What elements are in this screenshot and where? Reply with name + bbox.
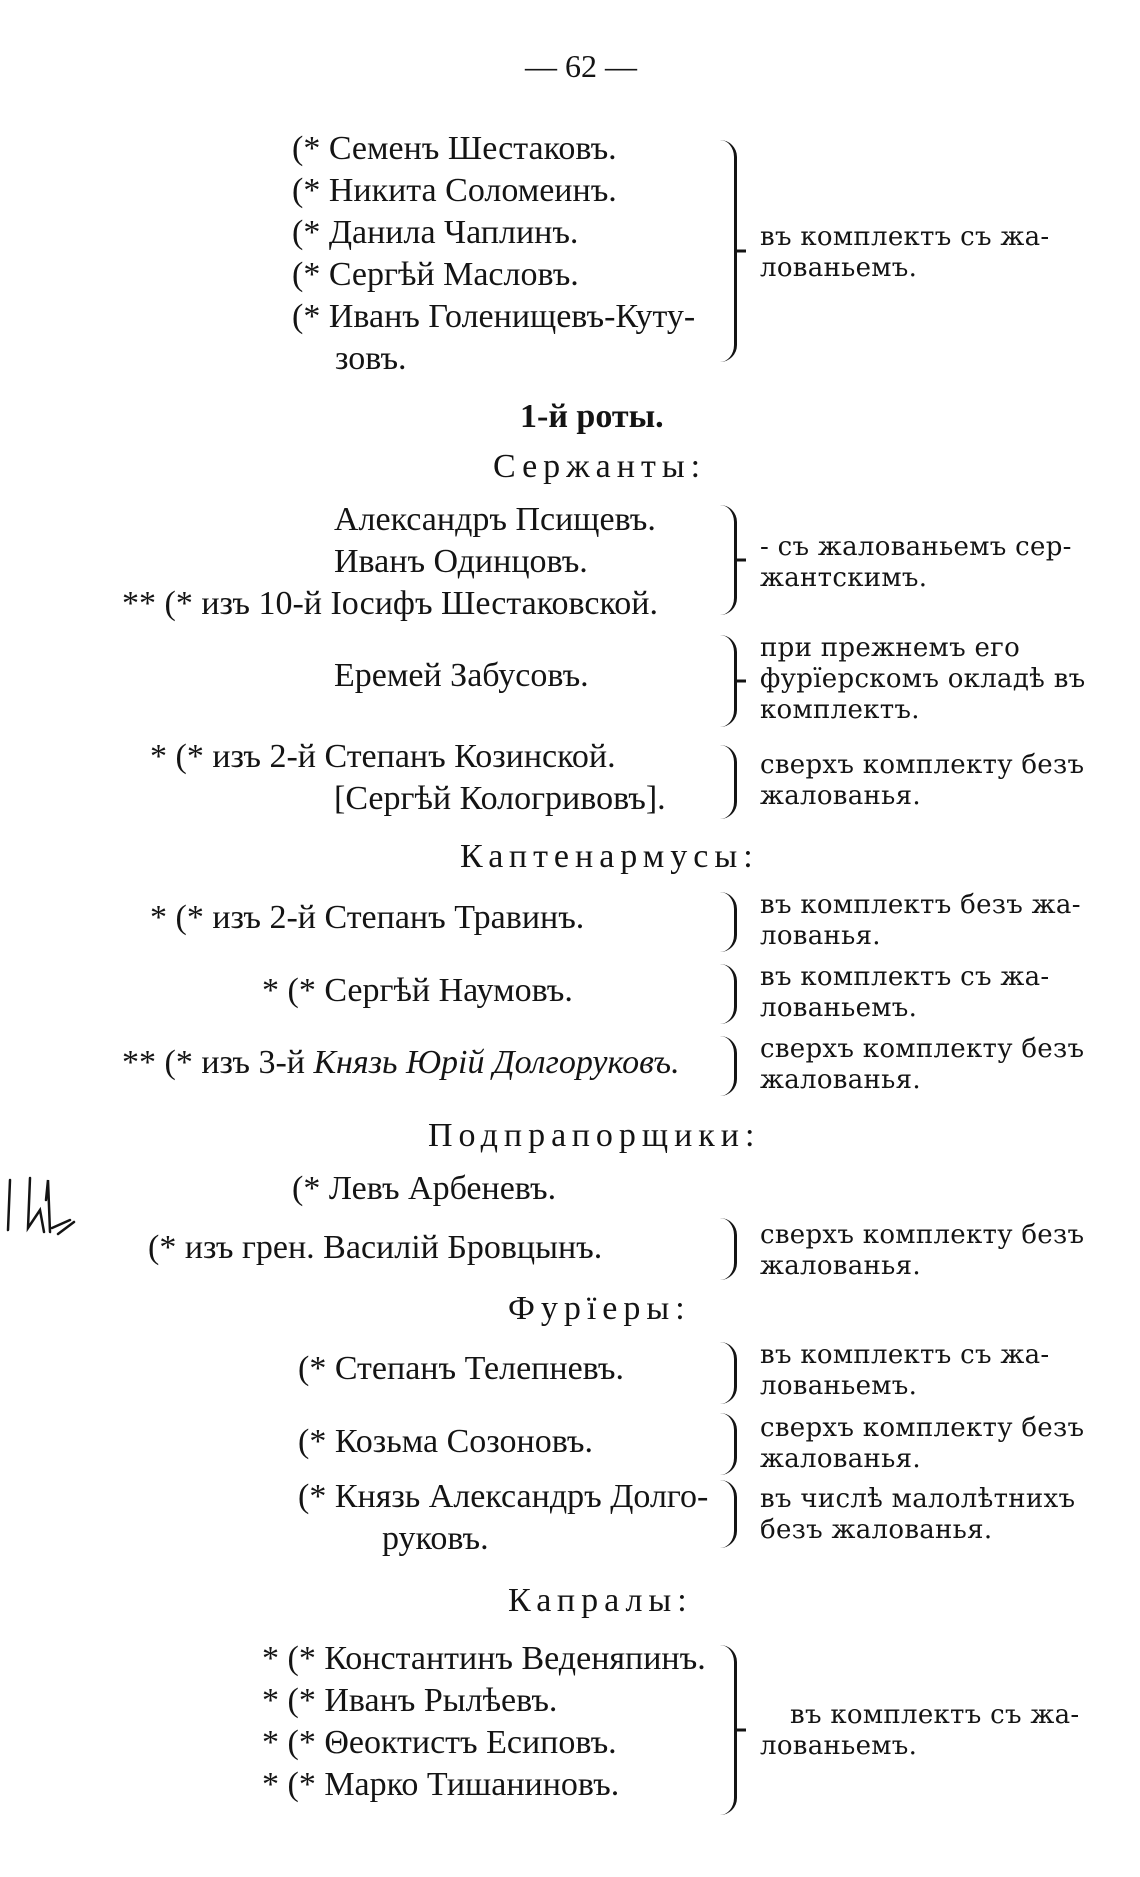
- name-line: руковъ.: [382, 1520, 489, 1557]
- name-line: (* Степанъ Телепневъ.: [298, 1350, 624, 1387]
- note-line: жалованья.: [760, 1444, 921, 1474]
- note-line: въ комплектъ съ жа-: [760, 1340, 1050, 1370]
- name-line: (* Козьма Созоновъ.: [298, 1423, 594, 1460]
- bracket: [720, 964, 737, 1024]
- note-line: сверхъ комплекту безъ: [760, 1413, 1085, 1443]
- name-line: * (* изъ 2-й Степанъ Травинъ.: [150, 899, 585, 936]
- name-line: зовъ.: [335, 340, 407, 377]
- note-line: безъ жалованья.: [760, 1515, 993, 1545]
- name-line: Иванъ Одинцовъ.: [334, 543, 588, 580]
- note-line: сверхъ комплекту безъ: [760, 1220, 1085, 1250]
- section-heading-furiery: Фурїеры:: [508, 1290, 691, 1327]
- name-line: (* Никита Соломеинъ.: [292, 172, 617, 209]
- bracket: [720, 1218, 737, 1280]
- section-heading-sergeants: Сержанты:: [493, 448, 707, 485]
- note-line: жалованья.: [760, 781, 921, 811]
- company-title: 1-й роты.: [520, 398, 664, 435]
- note-line: лованьемъ.: [760, 1731, 918, 1761]
- italic-name: Князь Юрій Долгоруковъ.: [313, 1044, 680, 1081]
- note-line: сверхъ комплекту безъ: [760, 1034, 1085, 1064]
- bracket: [720, 1480, 737, 1548]
- name-line: (* Данила Чаплинъ.: [292, 214, 579, 251]
- bracket: [720, 745, 737, 819]
- name-line: (* Князь Александръ Долго-: [298, 1478, 709, 1515]
- section-heading-kapraly: Капралы:: [508, 1582, 693, 1619]
- note-line: жалованья.: [760, 1251, 921, 1281]
- name-line: (* Семенъ Шестаковъ.: [292, 130, 617, 167]
- name-line: [122, 1042, 680, 1084]
- note-line: лованьемъ.: [760, 253, 918, 283]
- bracket: [720, 892, 737, 952]
- name-line: Александръ Псищевъ.: [334, 501, 656, 538]
- note-line: комплектъ.: [760, 695, 920, 725]
- name-line: * (* Константинъ Веденяпинъ.: [262, 1640, 706, 1677]
- note-line: лованьемъ.: [760, 993, 918, 1023]
- note-line: сверхъ комплекту безъ: [760, 750, 1085, 780]
- name-line: [Сергѣй Кологривовъ].: [334, 780, 666, 817]
- bracket: [720, 635, 737, 727]
- section-heading-kaptenarmusy: Каптенармусы:: [460, 838, 759, 875]
- page-number: — 62 —: [525, 48, 637, 84]
- bracket: [720, 1036, 737, 1096]
- note-line: - съ жалованьемъ сер-: [760, 532, 1072, 562]
- name-line: Еремей Забусовъ.: [334, 657, 589, 694]
- note-line: лованьемъ.: [760, 1371, 918, 1401]
- name-line: * (* Сергѣй Наумовъ.: [262, 972, 573, 1009]
- bracket: [720, 1413, 737, 1475]
- name-line: (* Сергѣй Масловъ.: [292, 256, 579, 293]
- name-line: * (* изъ 2-й Степанъ Козинской.: [150, 738, 616, 775]
- name-prefix: ** (* изъ 3-й: [122, 1044, 314, 1081]
- note-line: лованья.: [760, 921, 881, 951]
- name-line: * (* Иванъ Рылѣевъ.: [262, 1682, 558, 1719]
- name-line: (* Левъ Арбеневъ.: [292, 1170, 557, 1207]
- note-line: фурїерскомъ окладѣ въ: [760, 664, 1086, 694]
- bracket: [720, 140, 737, 362]
- name-line: * (* Θеоктистъ Есиповъ.: [262, 1724, 617, 1761]
- handwritten-mark-icon: [0, 1170, 80, 1240]
- name-line: (* Иванъ Голенищевъ-Куту-: [292, 298, 696, 335]
- note-line: въ числѣ малолѣтнихъ: [760, 1484, 1076, 1514]
- note-line: при прежнемъ его: [760, 633, 1021, 663]
- name-line: (* изъ грен. Василій Бровцынъ.: [148, 1229, 603, 1266]
- section-heading-podpraporshchiki: Подпрапорщики:: [428, 1117, 761, 1154]
- name-line: ** (* изъ 10-й Іосифъ Шестаковской.: [122, 585, 658, 622]
- note-line: жантскимъ.: [760, 563, 928, 593]
- name-line: * (* Марко Тишаниновъ.: [262, 1766, 620, 1803]
- note-line: въ комплектъ съ жа-: [790, 1700, 1080, 1730]
- note-line: въ комплектъ съ жа-: [760, 222, 1050, 252]
- note-line: въ комплектъ съ жа-: [760, 962, 1050, 992]
- bracket: [720, 505, 737, 615]
- bracket: [720, 1342, 737, 1404]
- note-line: жалованья.: [760, 1065, 921, 1095]
- note-line: въ комплектъ безъ жа-: [760, 890, 1081, 920]
- bracket: [720, 1645, 737, 1815]
